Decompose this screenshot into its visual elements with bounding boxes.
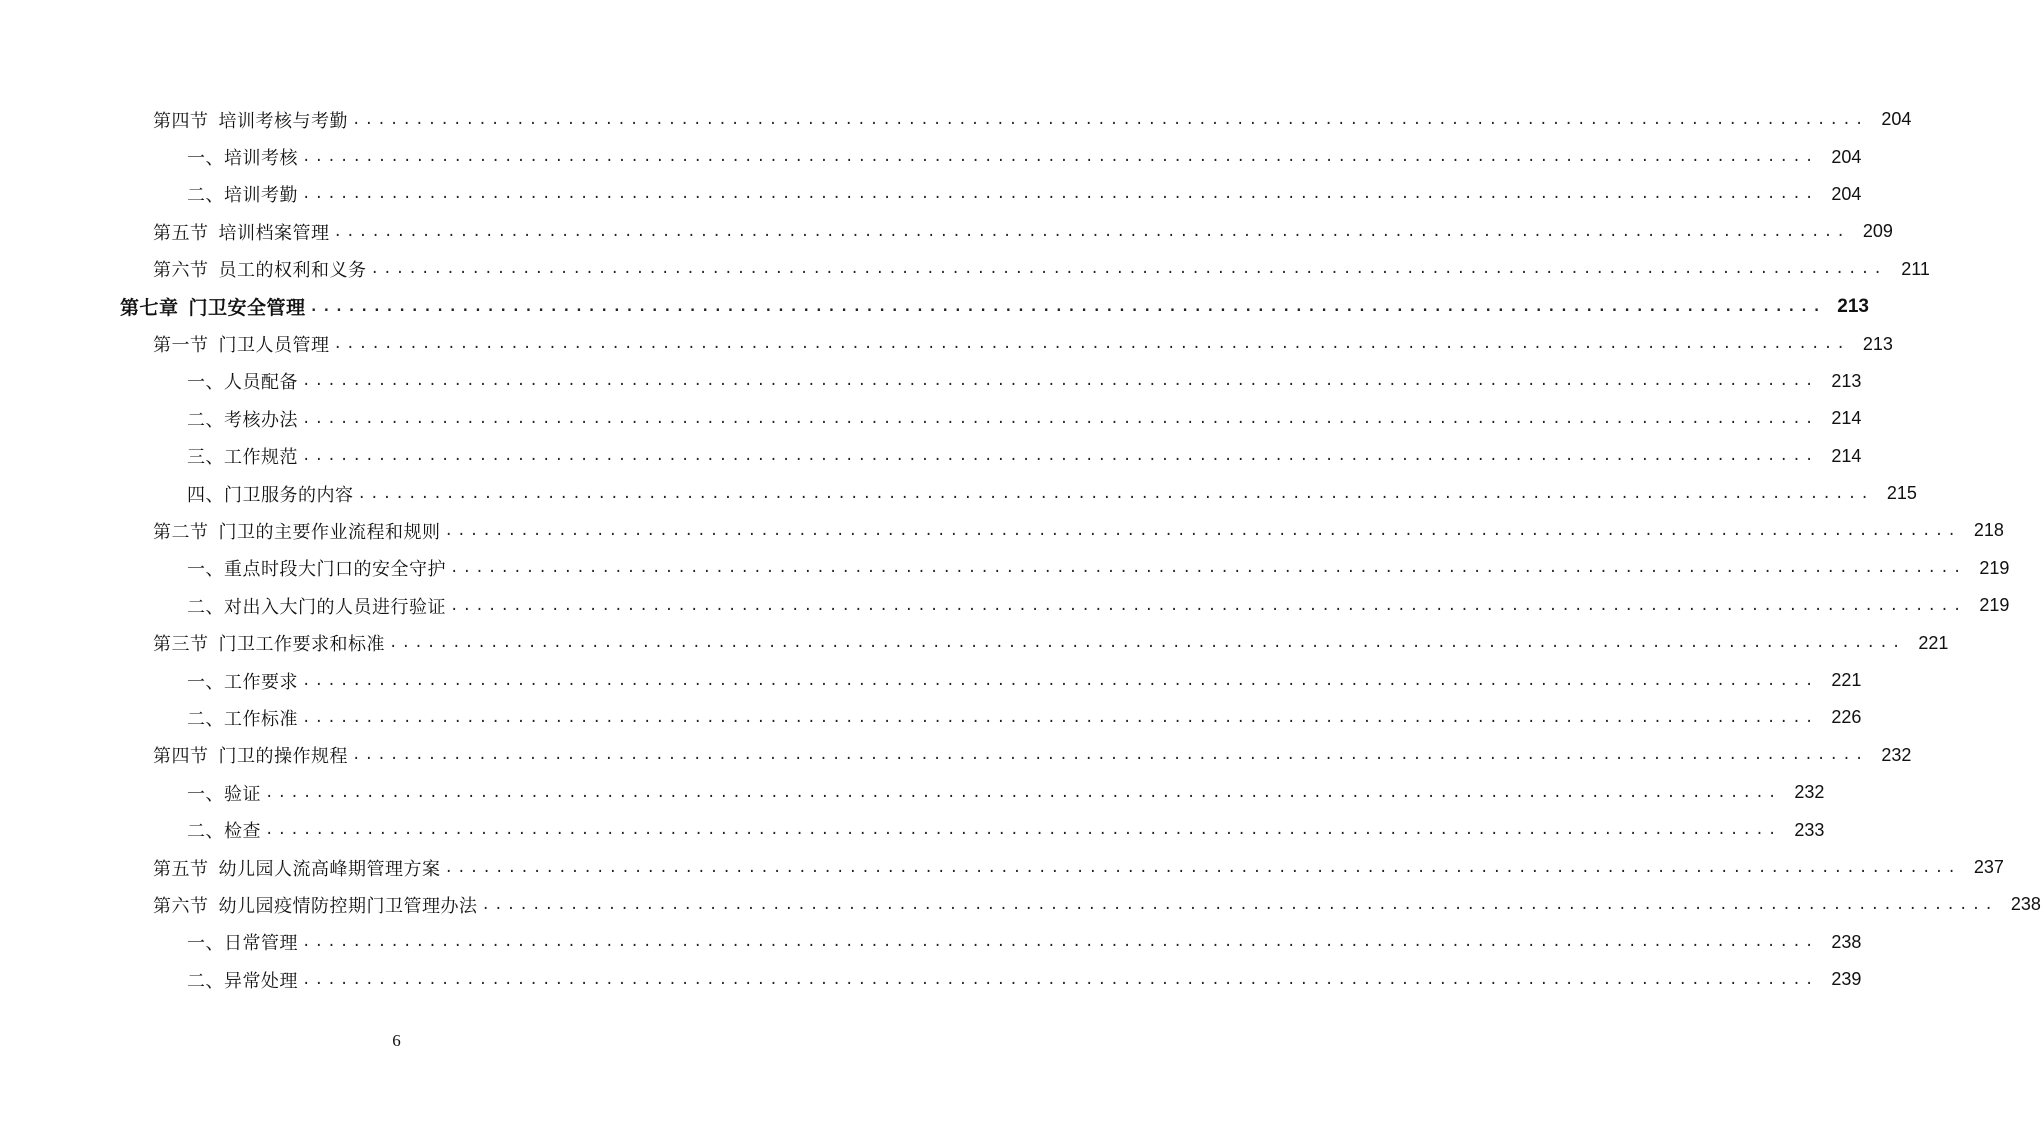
toc-page-number: 232 xyxy=(1881,744,1912,765)
toc-entry-prefix: 三、 xyxy=(187,447,224,469)
toc-entry-label: 对出入大门的人员进行验证 xyxy=(224,596,446,618)
toc-entry-title xyxy=(153,742,348,768)
toc-entry-label: 工作标准 xyxy=(224,708,298,730)
toc-entry-title xyxy=(187,967,298,993)
toc-section-entry[interactable] xyxy=(0,325,1893,362)
toc-dot-leader: ........................................................................................................................ xyxy=(302,934,1818,951)
toc-entry-prefix: 第六节 xyxy=(153,260,209,282)
toc-subsection-entry[interactable] xyxy=(0,811,1825,848)
toc-entry-prefix: 二、 xyxy=(187,708,224,730)
toc-dot-leader: ........................................................................................................................ xyxy=(444,859,1960,876)
toc-page-number: 211 xyxy=(1901,258,1930,279)
toc-subsection-entry[interactable] xyxy=(0,662,1862,699)
toc-page-number: 213 xyxy=(1831,370,1862,391)
toc-entry-title xyxy=(153,107,348,133)
toc-entry-title xyxy=(153,256,367,282)
toc-subsection-entry[interactable] xyxy=(0,363,1862,400)
toc-page-number: 204 xyxy=(1831,146,1862,167)
toc-dot-leader: ........................................................................................................................ xyxy=(450,560,1966,577)
toc-entry-prefix: 第五节 xyxy=(153,858,209,880)
toc-section-entry[interactable] xyxy=(0,624,1949,661)
toc-dot-leader: ........................................................................................................................ xyxy=(333,223,1849,240)
toc-page-number: 232 xyxy=(1794,782,1825,803)
toc-subsection-entry[interactable] xyxy=(0,924,1862,961)
toc-entry-title xyxy=(187,555,446,581)
toc-subsection-entry[interactable] xyxy=(0,138,1862,175)
toc-page-number: 214 xyxy=(1831,445,1862,466)
toc-page-number: 221 xyxy=(1918,632,1949,653)
toc-dot-leader: ........................................................................................................................ xyxy=(302,709,1818,726)
toc-dot-leader: ........................................................................................................................ xyxy=(302,149,1818,166)
toc-subsection-entry[interactable] xyxy=(0,587,2010,624)
toc-entry-title xyxy=(153,855,441,881)
toc-entry-label: 门卫工作要求和标准 xyxy=(218,634,385,656)
toc-entry-title xyxy=(153,630,385,656)
toc-entry-label: 培训考核与考勤 xyxy=(218,110,348,132)
toc-entry-title xyxy=(153,219,330,245)
toc-entry-prefix: 一、 xyxy=(187,559,224,581)
toc-entry-title xyxy=(187,780,261,806)
toc-subsection-entry[interactable] xyxy=(0,400,1862,437)
toc-entry-title xyxy=(153,331,330,357)
toc-entry-prefix: 第五节 xyxy=(153,222,209,244)
toc-entry-title xyxy=(187,368,298,394)
toc-dot-leader: ........................................................................................................................ xyxy=(309,298,1825,315)
toc-entry-title xyxy=(187,481,354,507)
toc-entry-label: 员工的权利和义务 xyxy=(218,260,367,282)
toc-entry-prefix: 第四节 xyxy=(153,110,209,132)
toc-entry-prefix: 第六节 xyxy=(153,895,209,917)
toc-page-number: 204 xyxy=(1831,183,1862,204)
toc-entry-label: 重点时段大门口的安全守护 xyxy=(224,559,446,581)
toc-section-entry[interactable] xyxy=(0,737,1912,774)
toc-entry-label: 工作规范 xyxy=(224,447,298,469)
toc-page-number: 238 xyxy=(1831,931,1862,952)
toc-entry-label: 验证 xyxy=(224,783,261,805)
toc-page-number: 204 xyxy=(1881,109,1912,130)
toc-entry-title xyxy=(153,518,441,544)
toc-subsection-entry[interactable] xyxy=(0,774,1825,811)
toc-entry-prefix: 第四节 xyxy=(153,746,209,768)
toc-section-entry[interactable] xyxy=(0,101,1912,138)
toc-entry-prefix: 一、 xyxy=(187,933,224,955)
toc-entry-label: 门卫服务的内容 xyxy=(224,484,354,506)
toc-subsection-entry[interactable] xyxy=(0,961,1862,998)
toc-dot-leader: ........................................................................................................................ xyxy=(333,336,1849,353)
toc-entry-label: 门卫安全管理 xyxy=(188,297,306,320)
toc-dot-leader: ........................................................................................................................ xyxy=(370,261,1886,278)
toc-dot-leader: ........................................................................................................................ xyxy=(302,448,1818,465)
toc-page-number: 213 xyxy=(1837,295,1869,317)
toc-entry-label: 门卫的主要作业流程和规则 xyxy=(218,521,441,543)
toc-entry-prefix: 二、 xyxy=(187,596,224,618)
toc-subsection-entry[interactable] xyxy=(0,176,1862,213)
toc-entry-prefix: 一、 xyxy=(187,148,224,170)
toc-entry-prefix: 二、 xyxy=(187,821,224,843)
toc-chapter-entry[interactable] xyxy=(0,288,1869,325)
toc-page-number: 219 xyxy=(1979,557,2010,578)
toc-entry-label: 培训考勤 xyxy=(224,185,298,207)
toc-entry-label: 工作要求 xyxy=(224,671,298,693)
toc-page-number: 239 xyxy=(1831,969,1862,990)
toc-dot-leader: ........................................................................................................................ xyxy=(302,971,1818,988)
toc-entry-label: 幼儿园人流高峰期管理方案 xyxy=(218,858,441,880)
toc-page-number: 221 xyxy=(1831,670,1862,691)
toc-dot-leader: ........................................................................................................................ xyxy=(444,522,1960,539)
toc-section-entry[interactable] xyxy=(0,251,1930,288)
toc-dot-leader: ........................................................................................................................ xyxy=(302,672,1818,689)
toc-dot-leader: ........................................................................................................................ xyxy=(302,373,1818,390)
toc-entry-label: 异常处理 xyxy=(224,970,298,992)
toc-entry-title xyxy=(187,705,298,731)
toc-page-number: 219 xyxy=(1979,595,2010,616)
toc-entry-label: 培训档案管理 xyxy=(218,222,330,244)
toc-entry-title xyxy=(187,443,298,469)
toc-entry-title xyxy=(187,593,446,619)
toc-entry-label: 幼儿园疫情防控期门卫管理办法 xyxy=(218,895,478,917)
toc-dot-leader: ........................................................................................................................ xyxy=(265,784,1781,801)
toc-entry-label: 培训考核 xyxy=(224,148,298,170)
toc-dot-leader: ........................................................................................................................ xyxy=(357,485,1873,502)
toc-entry-prefix: 二、 xyxy=(187,409,224,431)
toc-entry-label: 门卫人员管理 xyxy=(218,335,330,357)
toc-entry-title xyxy=(120,293,306,320)
toc-entry-prefix: 一、 xyxy=(187,783,224,805)
toc-page-number: 218 xyxy=(1973,520,2004,541)
toc-dot-leader: ........................................................................................................................ xyxy=(352,747,1868,764)
toc-section-entry[interactable] xyxy=(0,512,2004,549)
toc-entry-prefix: 四、 xyxy=(187,484,224,506)
toc-section-entry[interactable] xyxy=(0,213,1893,250)
toc-entry-prefix: 第三节 xyxy=(153,634,209,656)
toc-dot-leader: ........................................................................................................................ xyxy=(352,111,1868,128)
toc-page-number: 233 xyxy=(1794,819,1825,840)
toc-entry-label: 检查 xyxy=(224,821,261,843)
toc-subsection-entry[interactable] xyxy=(0,699,1862,736)
toc-page-number: 215 xyxy=(1886,483,1917,504)
toc-entry-label: 门卫的操作规程 xyxy=(218,746,348,768)
toc-entry-label: 人员配备 xyxy=(224,372,298,394)
toc-subsection-entry[interactable] xyxy=(0,438,1862,475)
toc-page-number: 226 xyxy=(1831,707,1862,728)
toc-entry-title xyxy=(187,144,298,170)
toc-dot-leader: ........................................................................................................................ xyxy=(481,896,1997,913)
toc-entry-prefix: 第七章 xyxy=(120,297,179,320)
toc-dot-leader: ........................................................................................................................ xyxy=(302,186,1818,203)
toc-entry-title xyxy=(187,406,298,432)
toc-entry-prefix: 一、 xyxy=(187,671,224,693)
table-of-contents xyxy=(0,101,2041,998)
toc-page-number: 214 xyxy=(1831,408,1862,429)
toc-entry-prefix: 二、 xyxy=(187,185,224,207)
toc-subsection-entry[interactable] xyxy=(0,475,1917,512)
toc-section-entry[interactable] xyxy=(0,886,2041,923)
toc-dot-leader: ........................................................................................................................ xyxy=(389,635,1905,652)
toc-dot-leader: ........................................................................................................................ xyxy=(302,410,1818,427)
toc-entry-prefix: 二、 xyxy=(187,970,224,992)
toc-entry-label: 考核办法 xyxy=(224,409,298,431)
toc-entry-title xyxy=(187,817,261,843)
toc-entry-title xyxy=(187,929,298,955)
toc-entry-title xyxy=(187,181,298,207)
toc-entry-title xyxy=(187,668,298,694)
toc-dot-leader: ........................................................................................................................ xyxy=(450,597,1966,614)
toc-entry-prefix: 一、 xyxy=(187,372,224,394)
toc-page-number: 209 xyxy=(1862,221,1893,242)
page-number: 6 xyxy=(392,1031,401,1050)
toc-page-number: 237 xyxy=(1973,857,2004,877)
toc-subsection-entry[interactable] xyxy=(0,550,2010,587)
toc-page-number: 213 xyxy=(1862,333,1893,354)
toc-entry-label: 日常管理 xyxy=(224,933,298,955)
toc-entry-prefix: 第二节 xyxy=(153,521,209,543)
toc-dot-leader: ........................................................................................................................ xyxy=(265,822,1781,839)
toc-page-number: 238 xyxy=(2010,894,2041,915)
toc-section-entry[interactable] xyxy=(0,849,2004,886)
toc-entry-prefix: 第一节 xyxy=(153,335,209,357)
toc-entry-title xyxy=(153,892,478,918)
